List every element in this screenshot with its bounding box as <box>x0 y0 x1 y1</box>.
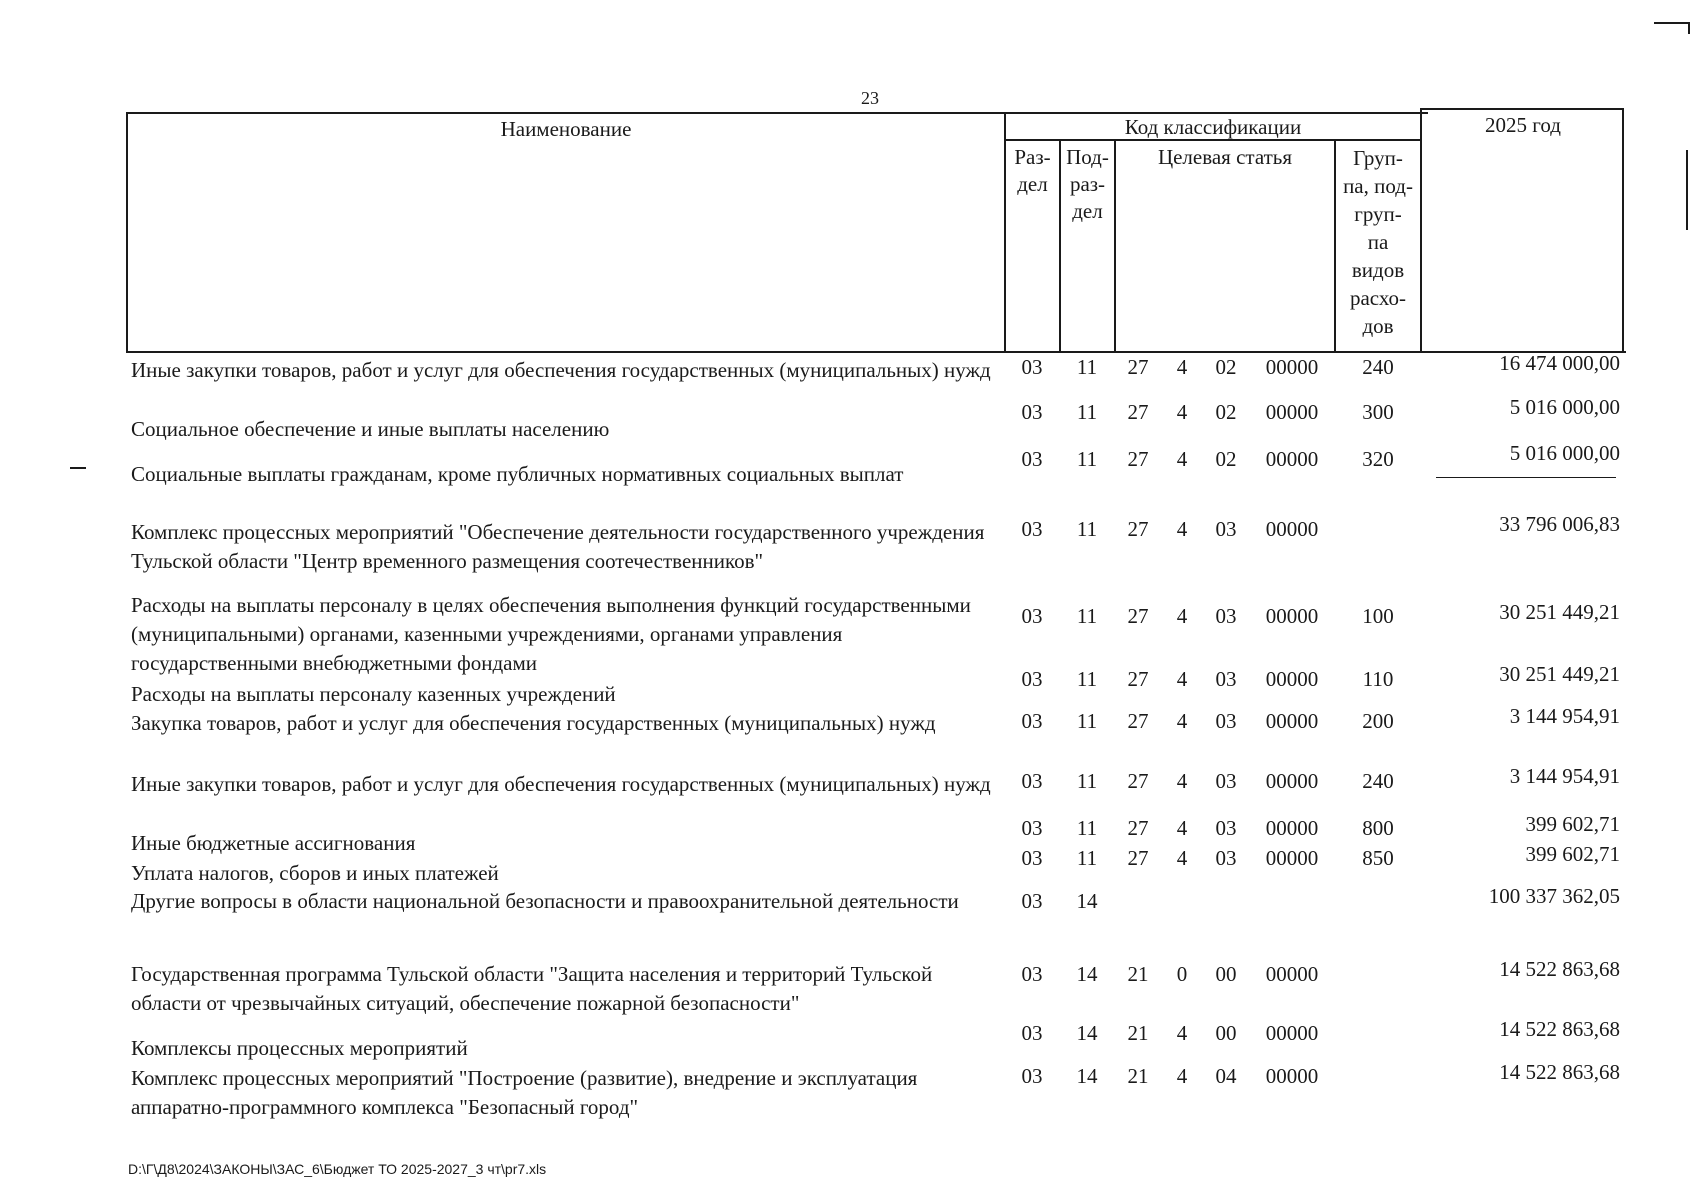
row-amount: 33 796 006,83 <box>1499 512 1620 536</box>
row-name: Другие вопросы в области национальной безопасности и правоохранительной деятельности <box>131 889 959 913</box>
row-group: 300 <box>1362 400 1394 424</box>
row-group: 200 <box>1362 709 1394 733</box>
row-name: Расходы на выплаты персоналу в целях обеспечения выполнения функций государственными (муниципальными) органами, казенными учреждениями, органами управления государственными внебюджетными фондами <box>131 593 971 675</box>
row-group: 240 <box>1362 769 1394 793</box>
row-c1: 27 <box>1127 846 1149 870</box>
row-podrazdel: 11 <box>1076 769 1098 793</box>
row-name: Иные закупки товаров, работ и услуг для обеспечения государственных (муниципальных) нужд <box>131 772 991 796</box>
row-name: Социальные выплаты гражданам, кроме публичных нормативных социальных выплат <box>131 462 904 486</box>
row-razdel: 03 <box>1021 604 1043 628</box>
row-c4: 00000 <box>1265 769 1319 793</box>
row-group: 850 <box>1362 846 1394 870</box>
file-path-footer: D:\Г\Д8\2024\ЗАКОНЫ\ЗАС_6\Бюджет ТО 2025-2027_3 чт\pr7.xls <box>128 1161 547 1177</box>
row-amount: 14 522 863,68 <box>1499 1060 1620 1084</box>
row-c2: 4 <box>1176 1021 1188 1045</box>
header-razdel: Раз- дел <box>1014 145 1051 196</box>
row-razdel: 03 <box>1021 962 1043 986</box>
row-c1: 21 <box>1127 1064 1149 1088</box>
row-podrazdel: 11 <box>1076 447 1098 471</box>
row-podrazdel: 14 <box>1076 1021 1098 1045</box>
row-c4: 00000 <box>1265 1064 1319 1088</box>
row-amount: 399 602,71 <box>1525 812 1620 836</box>
row-podrazdel: 14 <box>1076 889 1098 913</box>
row-amount: 100 337 362,05 <box>1488 884 1620 908</box>
row-podrazdel: 11 <box>1076 709 1098 733</box>
row-c3: 02 <box>1215 355 1237 379</box>
header-code-group: Код классификации <box>1124 115 1302 139</box>
header-group: Груп- па, под- груп- па видов расхо- дов <box>1343 146 1413 338</box>
row-group: 800 <box>1362 816 1394 840</box>
header-target: Целевая статья <box>1157 145 1293 169</box>
row-c2: 4 <box>1176 816 1188 840</box>
row-podrazdel: 11 <box>1076 355 1098 379</box>
row-c1: 27 <box>1127 816 1149 840</box>
row-group: 320 <box>1362 447 1394 471</box>
row-podrazdel: 14 <box>1076 962 1098 986</box>
row-group: 100 <box>1362 604 1394 628</box>
row-podrazdel: 11 <box>1076 846 1098 870</box>
row-c1: 27 <box>1127 400 1149 424</box>
row-c3: 03 <box>1215 816 1237 840</box>
row-podrazdel: 11 <box>1076 604 1098 628</box>
row-name: Социальное обеспечение и иные выплаты населению <box>131 417 610 441</box>
row-c3: 03 <box>1215 846 1237 870</box>
row-c1: 21 <box>1127 962 1149 986</box>
row-amount: 16 474 000,00 <box>1499 351 1620 375</box>
row-c2: 4 <box>1176 400 1188 424</box>
row-c1: 27 <box>1127 667 1149 691</box>
row-razdel: 03 <box>1021 400 1043 424</box>
page-number: 23 <box>861 88 879 108</box>
row-c4: 00000 <box>1265 667 1319 691</box>
row-amount: 3 144 954,91 <box>1509 764 1620 788</box>
row-c4: 00000 <box>1265 517 1319 541</box>
header-name: Наименование <box>500 117 632 141</box>
row-podrazdel: 11 <box>1076 400 1098 424</box>
row-c4: 00000 <box>1265 1021 1319 1045</box>
row-name: Государственная программа Тульской области "Защита населения и территорий Тульской области от чрезвычайных ситуаций, обеспечение пожарной безопасности" <box>131 962 933 1015</box>
row-c3: 00 <box>1215 1021 1237 1045</box>
row-c4: 00000 <box>1265 355 1319 379</box>
row-group: 240 <box>1362 355 1394 379</box>
row-c4: 00000 <box>1265 962 1319 986</box>
row-amount: 30 251 449,21 <box>1499 600 1620 624</box>
row-c3: 03 <box>1215 709 1237 733</box>
row-razdel: 03 <box>1021 517 1043 541</box>
header-year: 2025 год <box>1485 113 1561 137</box>
row-c1: 27 <box>1127 355 1149 379</box>
row-c1: 27 <box>1127 604 1149 628</box>
row-c2: 4 <box>1176 355 1188 379</box>
row-c1: 27 <box>1127 769 1149 793</box>
row-podrazdel: 11 <box>1076 816 1098 840</box>
row-razdel: 03 <box>1021 889 1043 913</box>
row-amount: 3 144 954,91 <box>1509 704 1620 728</box>
row-c2: 4 <box>1176 1064 1188 1088</box>
row-name: Комплексы процессных мероприятий <box>131 1036 468 1060</box>
row-c2: 4 <box>1176 709 1188 733</box>
row-amount: 14 522 863,68 <box>1499 957 1620 981</box>
row-c2: 4 <box>1176 447 1188 471</box>
row-podrazdel: 11 <box>1076 667 1098 691</box>
scan-mark <box>1654 22 1690 24</box>
row-razdel: 03 <box>1021 355 1043 379</box>
row-c2: 4 <box>1176 846 1188 870</box>
row-c3: 03 <box>1215 667 1237 691</box>
row-c3: 03 <box>1215 604 1237 628</box>
scan-mark <box>1686 150 1688 230</box>
row-c3: 02 <box>1215 400 1237 424</box>
row-c2: 4 <box>1176 517 1188 541</box>
row-c3: 02 <box>1215 447 1237 471</box>
row-name: Комплекс процессных мероприятий "Обеспечение деятельности государственного учреждения Тульской области "Центр временного размещения соотечественников" <box>131 520 985 573</box>
row-c1: 27 <box>1127 517 1149 541</box>
row-name: Комплекс процессных мероприятий "Построение (развитие), внедрение и эксплуатация аппаратно-программного комплекса "Безопасный город" <box>131 1066 918 1119</box>
row-razdel: 03 <box>1021 1064 1043 1088</box>
row-c4: 00000 <box>1265 846 1319 870</box>
row-c3: 04 <box>1215 1064 1237 1088</box>
row-amount: 5 016 000,00 <box>1509 441 1620 465</box>
row-c3: 03 <box>1215 769 1237 793</box>
row-name: Уплата налогов, сборов и иных платежей <box>131 861 499 885</box>
header-podrazdel: Под- раз- дел <box>1066 145 1109 223</box>
row-c3: 00 <box>1215 962 1237 986</box>
row-podrazdel: 14 <box>1076 1064 1098 1088</box>
row-amount: 399 602,71 <box>1525 842 1620 866</box>
row-razdel: 03 <box>1021 667 1043 691</box>
row-podrazdel: 11 <box>1076 517 1098 541</box>
row-name: Расходы на выплаты персоналу казенных учреждений <box>131 682 616 706</box>
row-razdel: 03 <box>1021 447 1043 471</box>
row-razdel: 03 <box>1021 709 1043 733</box>
row-razdel: 03 <box>1021 816 1043 840</box>
row-razdel: 03 <box>1021 769 1043 793</box>
row-c4: 00000 <box>1265 709 1319 733</box>
row-c1: 27 <box>1127 709 1149 733</box>
row-name: Иные закупки товаров, работ и услуг для обеспечения государственных (муниципальных) нужд <box>131 358 991 382</box>
row-name: Закупка товаров, работ и услуг для обеспечения государственных (муниципальных) нужд <box>131 711 936 735</box>
row-c4: 00000 <box>1265 604 1319 628</box>
row-razdel: 03 <box>1021 846 1043 870</box>
row-amount: 14 522 863,68 <box>1499 1017 1620 1041</box>
row-name: Иные бюджетные ассигнования <box>131 831 416 855</box>
row-c2: 0 <box>1176 962 1188 986</box>
row-c3: 03 <box>1215 517 1237 541</box>
row-c1: 21 <box>1127 1021 1149 1045</box>
row-c2: 4 <box>1176 667 1188 691</box>
row-amount: 30 251 449,21 <box>1499 662 1620 686</box>
scan-mark <box>1688 22 1690 34</box>
row-razdel: 03 <box>1021 1021 1043 1045</box>
row-c2: 4 <box>1176 604 1188 628</box>
row-c2: 4 <box>1176 769 1188 793</box>
scan-mark <box>70 467 86 469</box>
row-c4: 00000 <box>1265 816 1319 840</box>
row-amount: 5 016 000,00 <box>1509 395 1620 419</box>
scan-mark <box>1436 477 1616 478</box>
row-group: 110 <box>1362 667 1394 691</box>
row-c1: 27 <box>1127 447 1149 471</box>
row-c4: 00000 <box>1265 447 1319 471</box>
row-c4: 00000 <box>1265 400 1319 424</box>
